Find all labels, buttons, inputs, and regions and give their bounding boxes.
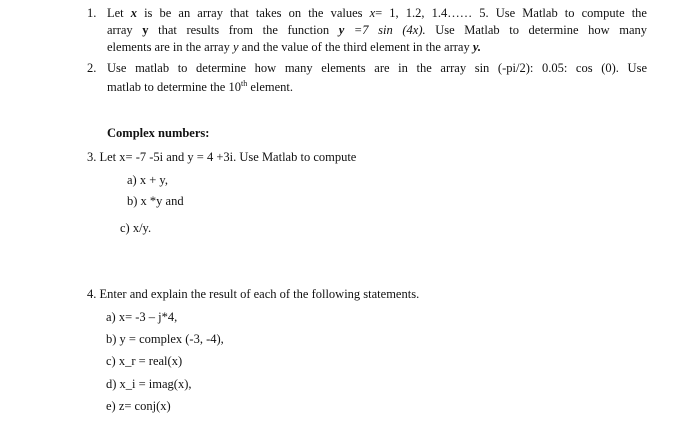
problem-3-part-b: b) x *y and	[127, 194, 184, 208]
problem-4-part-c: c) x_r = real(x)	[106, 354, 183, 368]
problem-3: 3. Let x= -7 -5i and y = 4 +3i. Use Matlab to compute	[87, 150, 357, 164]
problem-1-line-1: Let x is be an array that takes on the values x= 1, 1.2, 1.4…… 5. Use Matlab to compute the	[107, 6, 647, 20]
problem-4-part-e: e) z= conj(x)	[106, 399, 171, 413]
problem-2-line-2: matlab to determine the 10th element.	[107, 78, 294, 94]
problem-4: 4. Enter and explain the result of each of the following statements.	[87, 287, 420, 301]
problem-2-line-1: Use matlab to determine how many elements are in the array sin (-pi/2): 0.05: cos (0). Use	[107, 61, 647, 75]
problem-1-number: 1.	[87, 6, 97, 20]
function-expression: sin (4x).	[378, 23, 426, 37]
problem-4-part-a: a) x= -3 – j*4,	[106, 310, 178, 324]
problem-1-line-3: elements are in the array y and the value of the third element in the array y.	[107, 40, 482, 54]
problem-4-part-b: b) y = complex (-3, -4),	[106, 332, 224, 346]
problem-1-line-2: array y that results from the function y =7 sin (4x). Use Matlab to determine how many	[107, 23, 648, 37]
var-y: y	[142, 23, 149, 37]
section-heading-complex-numbers: Complex numbers:	[107, 126, 210, 140]
problem-2-number: 2.	[87, 61, 97, 75]
problem-4-part-d: d) x_i = imag(x),	[106, 377, 192, 391]
ordinal-superscript: th	[240, 78, 248, 88]
var-x: x	[130, 6, 137, 20]
problem-3-part-a: a) x + y,	[127, 173, 168, 187]
problem-3-part-c: c) x/y.	[120, 221, 152, 235]
